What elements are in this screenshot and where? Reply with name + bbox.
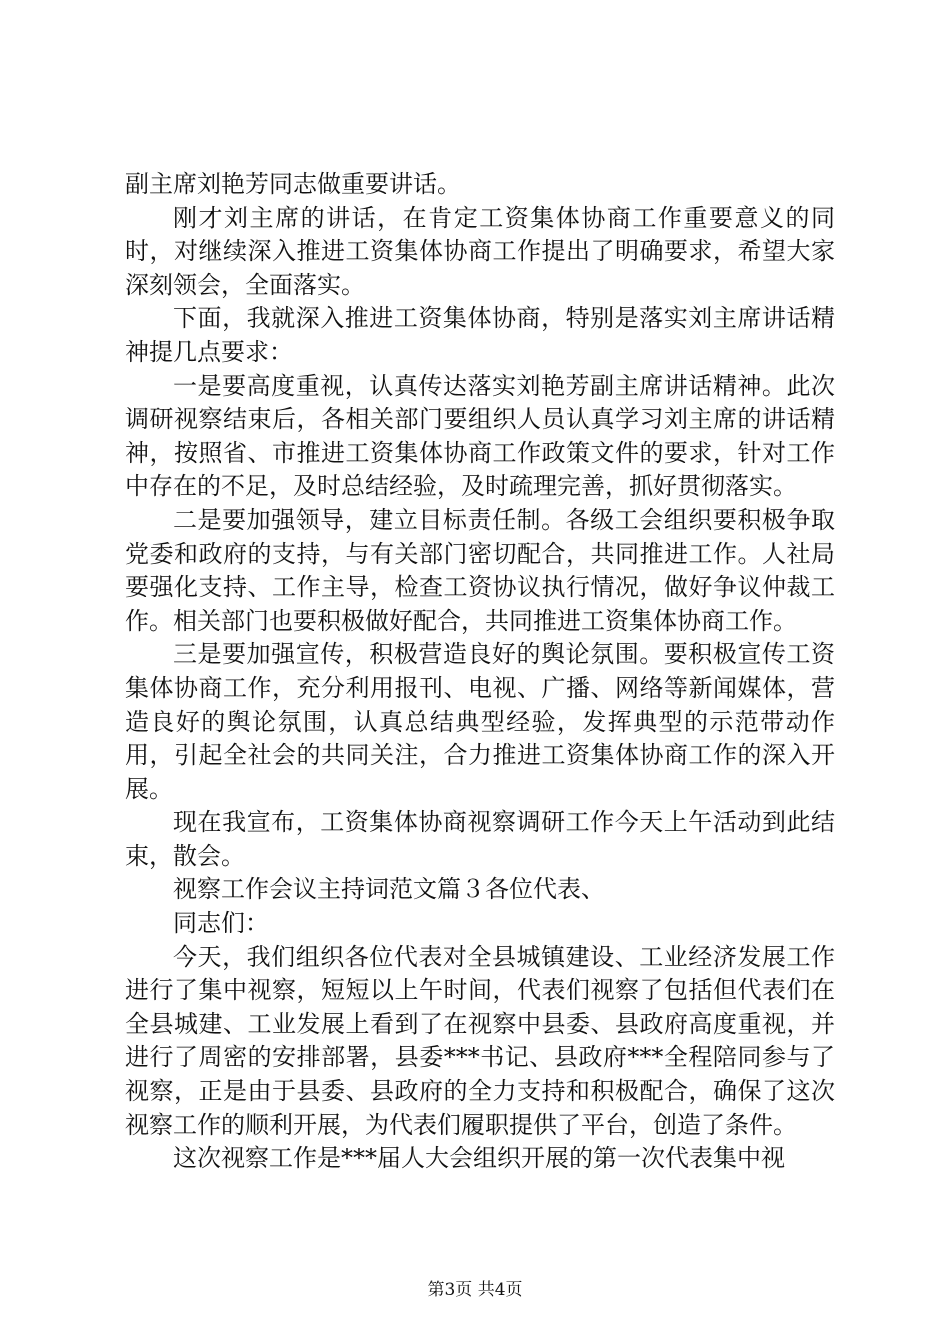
- paragraph: 刚才刘主席的讲话，在肯定工资集体协商工作重要意义的同时，对继续深入推进工资集体协商工作提出了明确要求，希望大家深刻领会，全面落实。: [125, 203, 835, 299]
- section-heading: 视察工作会议主持词范文篇３各位代表、: [173, 875, 605, 904]
- paragraph: 这次视察工作是***届人大会组织开展的第一次代表集中视: [173, 1144, 785, 1173]
- paragraph: 现在我宣布，工资集体协商视察调研工作今天上午活动到此结束，散会。: [125, 808, 835, 870]
- page-number-footer: 第3页 共4页: [427, 1280, 523, 1300]
- paragraph: 二是要加强领导，建立目标责任制。各级工会组织要积极争取党委和政府的支持，与有关部门密切配合，共同推进工作。人社局要强化支持、工作主导，检查工资协议执行情况，做好争议仲裁工作。相关部门也要积极做好配合，共同推进工资集体协商工作。: [125, 505, 835, 635]
- paragraph: 三是要加强宣传，积极营造良好的舆论氛围。要积极宣传工资集体协商工作，充分利用报刊、电视、广播、网络等新闻媒体，营造良好的舆论氛围，认真总结典型经验，发挥典型的示范带动作用，引起全社会的共同关注，合力推进工资集体协商工作的深入开展。: [125, 640, 835, 803]
- paragraph: 下面，我就深入推进工资集体协商，特别是落实刘主席讲话精神提几点要求：: [125, 304, 835, 366]
- paragraph: 副主席刘艳芳同志做重要讲话。: [125, 170, 461, 198]
- salutation: 同志们：: [173, 909, 269, 938]
- paragraph: 今天，我们组织各位代表对全县城镇建设、工业经济发展工作进行了集中视察，短短以上午时间，代表们视察了包括但代表们在全县城建、工业发展上看到了在视察中县委、县政府高度重视，并进行了周密的安排部署，县委***书记、县政府***全程陪同参与了视察，正是由于县委、县政府的全力支持和积极配合，确保了这次视察工作的顺利开展，为代表们履职提供了平台，创造了条件。: [125, 942, 835, 1139]
- document-body: [125, 168, 835, 1176]
- paragraph: 一是要高度重视，认真传达落实刘艳芳副主席讲话精神。此次调研视察结束后，各相关部门要组织人员认真学习刘主席的讲话精神，按照省、市推进工资集体协商工作政策文件的要求，针对工作中存在的不足，及时总结经验，及时疏理完善，抓好贯彻落实。: [125, 371, 835, 501]
